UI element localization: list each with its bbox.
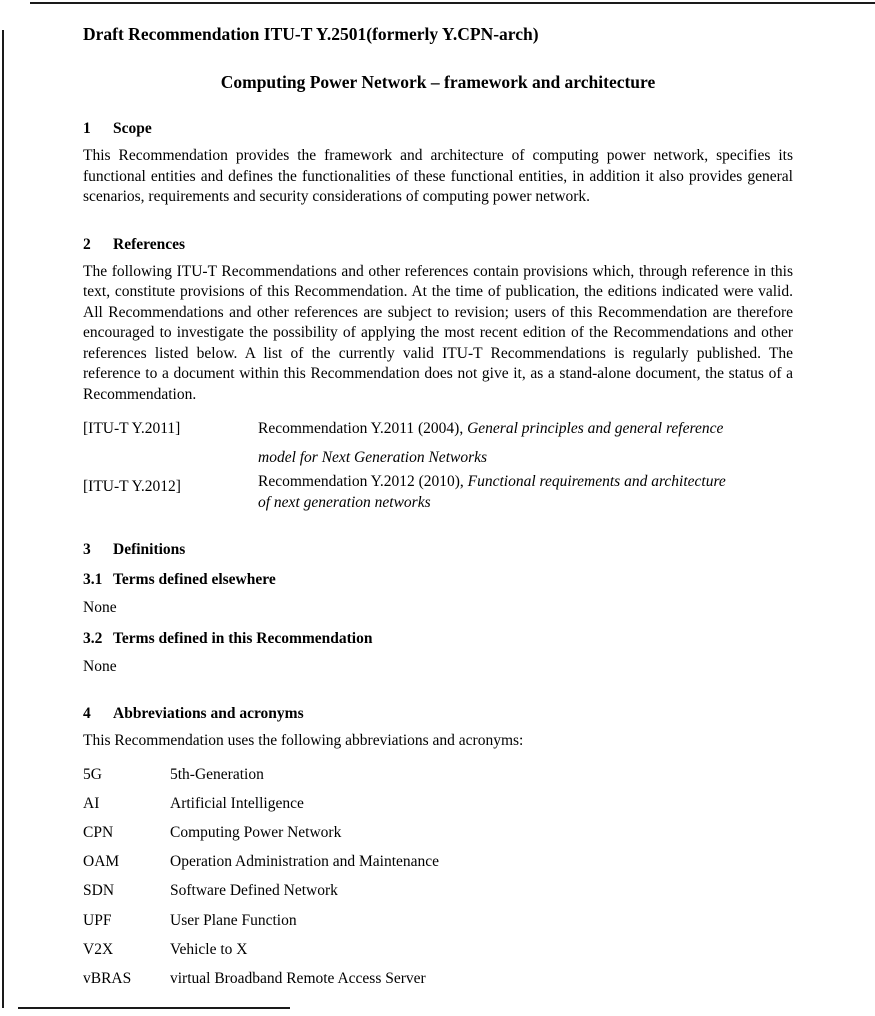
heading-scope-number: 1 [83, 120, 91, 137]
terms-elsewhere-body: None [83, 599, 117, 616]
reference-entry [83, 472, 793, 513]
reference-citation: Recommendation Y.2011 (2004), [258, 420, 468, 437]
heading-abbreviations [83, 703, 793, 724]
reference-title: General principles and general reference model for Next Generation Networks [258, 420, 724, 466]
heading-abbreviations-title: Abbreviations and acronyms [113, 705, 304, 722]
paragraph-references: The following ITU-T Recommendations and other references contain provisions which, through reference in this text, constitute provisions of this Recommendation. At the time of publication, the editions indicated were valid. All Recommendations and other references are subject to revision; users of this Recommendation are therefore encouraged to investigate the possibility of applying the most recent edition of the Recommendations and other references listed below. A list of the currently valid ITU-T Recommendations is regularly published. The reference to a document within this Recommendation does not give it, as a stand-alone document, the status of a Recommendation. [83, 262, 793, 403]
abbreviation-row [83, 847, 793, 876]
heading-definitions-title: Definitions [113, 541, 186, 558]
abbreviation-definition: Computing Power Network [170, 823, 342, 841]
reference-label: [ITU-T Y.2012] [83, 478, 181, 495]
abbreviation-row [83, 935, 793, 964]
reference-entry [83, 414, 793, 472]
heading-terms-elsewhere [83, 569, 793, 590]
page-border-bottom-segment [18, 1007, 290, 1009]
abbreviation-term: OAM [83, 853, 120, 871]
terms-here-body: None [83, 657, 117, 675]
abbreviation-row [83, 789, 793, 818]
abbreviation-term: AI [83, 794, 100, 812]
heading-references [83, 234, 793, 255]
heading-terms-here-title: Terms defined in this Recommendation [113, 629, 373, 647]
reference-citation: Recommendation Y.2012 (2010), [258, 473, 468, 490]
heading-definitions-number: 3 [83, 541, 91, 558]
heading-abbreviations-number: 4 [83, 705, 91, 722]
abbreviation-definition: Artificial Intelligence [170, 794, 304, 812]
abbreviation-row [83, 906, 793, 935]
doc-subtitle: Computing Power Network – framework and architecture [220, 72, 656, 92]
abbreviation-term: V2X [83, 940, 114, 958]
heading-terms-elsewhere-title: Terms defined elsewhere [113, 571, 276, 588]
reference-title: Functional requirements and architecture of next generation networks [258, 473, 726, 511]
abbreviation-row [83, 964, 793, 993]
abbreviation-term: vBRAS [83, 969, 132, 987]
abbreviation-row [83, 818, 793, 847]
reference-list [83, 414, 793, 513]
abbreviation-term: UPF [83, 911, 112, 929]
page-border-left [2, 30, 4, 1008]
abbreviation-term: CPN [83, 823, 114, 841]
heading-references-title: References [113, 235, 186, 253]
reference-label: [ITU-T Y.2011] [83, 420, 181, 437]
paragraph-scope: This Recommendation provides the framework and architecture of computing power network, specifies its functional entities and defines the functionalities of these functional entities, in addition it also provides general scenarios, requirements and security considerations of computing power network. [83, 147, 793, 205]
document-content [83, 0, 793, 993]
abbreviation-definition: 5th-Generation [170, 765, 264, 783]
abbreviation-term: 5G [83, 765, 102, 783]
abbreviation-definition: Software Defined Network [170, 882, 338, 900]
abbreviation-row [83, 760, 793, 789]
heading-terms-here-number: 3.2 [83, 629, 103, 647]
abbreviation-term: SDN [83, 882, 115, 900]
heading-terms-elsewhere-number: 3.1 [83, 571, 103, 588]
reference-description [258, 414, 733, 472]
abbreviation-definition: virtual Broadband Remote Access Server [170, 969, 426, 987]
abbreviation-definition: Operation Administration and Maintenance [170, 853, 440, 871]
heading-scope [83, 118, 793, 139]
reference-description [258, 472, 733, 513]
abbreviation-definition: User Plane Function [170, 911, 297, 929]
heading-terms-here [83, 628, 793, 649]
doc-title: Draft Recommendation ITU-T Y.2501(formerly Y.CPN-arch) [83, 24, 539, 44]
heading-scope-title: Scope [113, 120, 152, 137]
abbreviation-definition: Vehicle to X [170, 940, 248, 958]
abbreviation-row [83, 876, 793, 905]
heading-definitions [83, 539, 793, 560]
abbreviations-intro: This Recommendation uses the following abbreviations and acronyms: [83, 732, 524, 749]
heading-references-number: 2 [83, 235, 91, 253]
abbreviation-list [83, 760, 793, 994]
